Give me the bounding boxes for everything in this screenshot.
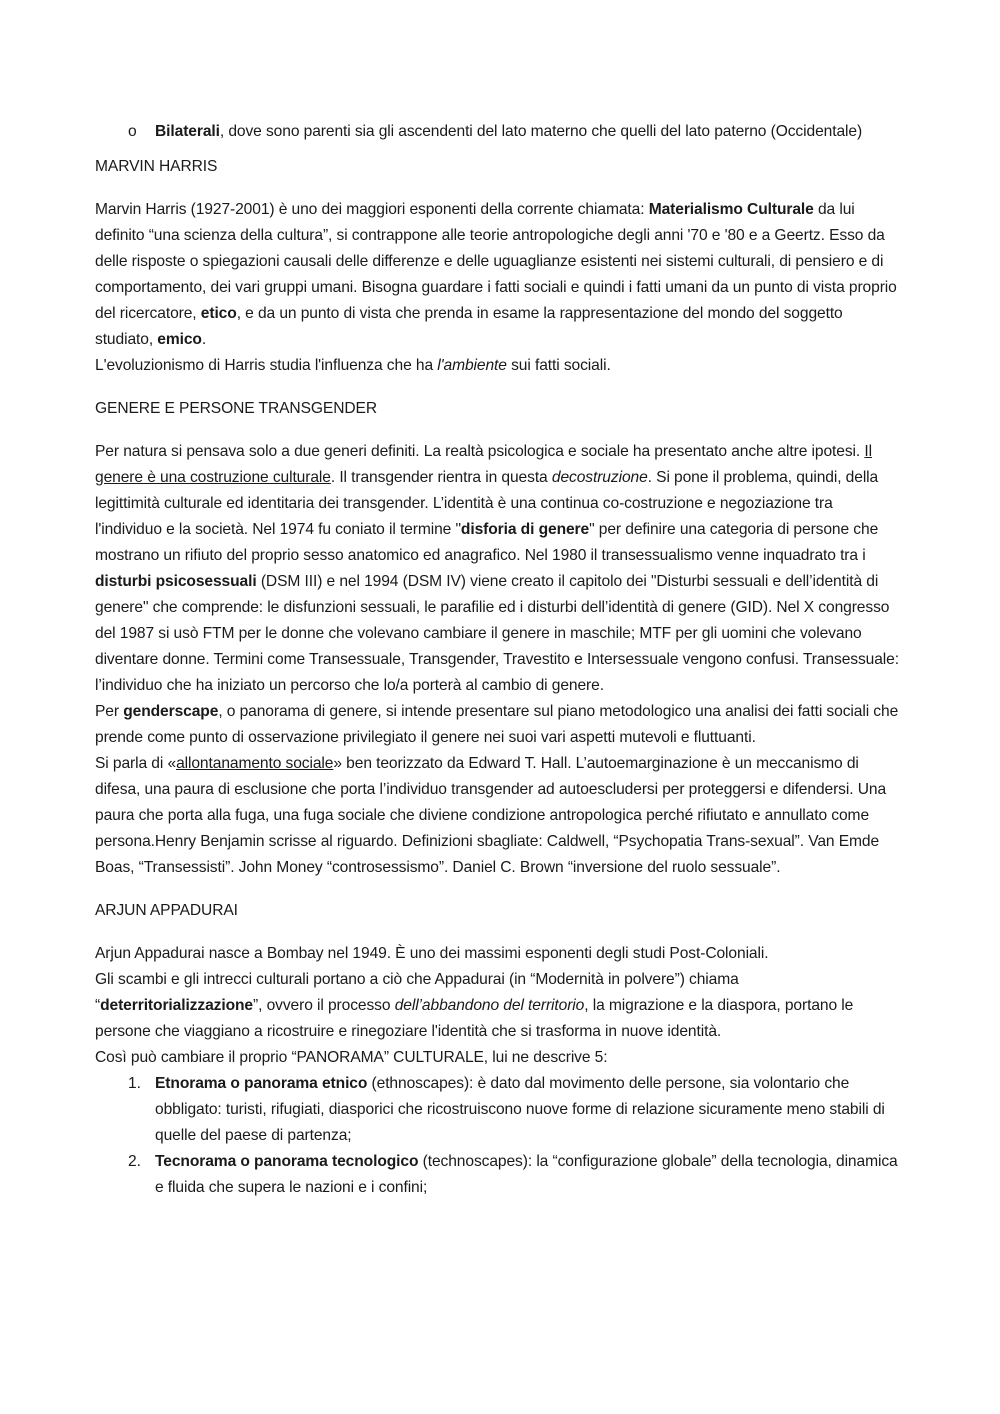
bullet-text	[155, 119, 903, 145]
list-item-tecnorama	[128, 1149, 903, 1201]
term-bilaterali: Bilaterali	[155, 123, 220, 140]
heading-arjun-appadurai: ARJUN APPADURAI	[95, 902, 238, 919]
list-item-etnorama	[128, 1071, 903, 1149]
paragraph-genere-2: Per genderscape, o panorama di genere, si intende presentare sul piano metodologico una analisi dei fatti sociali che prende come punto di osservazione privilegiato il genere nei suoi vari aspetti mutevoli e fluttuanti.	[95, 703, 899, 746]
bullet-marker: o	[128, 123, 137, 140]
paragraph-harris-1: Marvin Harris (1927-2001) è uno dei maggiori esponenti della corrente chiamata: Materialismo Culturale da lui definito “una scienza della cultura”, si contrappone alle teorie antropologiche degli anni '70 e '80 e a Geertz. Esso da delle risposte o spiegazioni causali delle differenze e delle uguaglianze esistenti nei sistemi culturali, di pensiero e di comportamento, dei vari gruppi umani. Bisogna guardare i fatti sociali e quindi i fatti umani da un punto di vista proprio del ricercatore, etico, e da un punto di vista che prenda in esame la rappresentazione del mondo del soggetto studiato, emico.	[95, 201, 897, 348]
list-number: 2.	[128, 1153, 141, 1170]
heading-marvin-harris: MARVIN HARRIS	[95, 158, 218, 175]
document-body	[95, 119, 903, 1201]
paragraph-genere-3: Si parla di «allontanamento sociale» ben teorizzato da Edward T. Hall. L’autoemarginazione è un meccanismo di difesa, una paura di esclusione che porta l’individuo transgender ad autoescludersi per proteggersi e difendersi. Una paura che porta alla fuga, una fuga sociale che diviene condizione antropologica perché rifiutato e annullato come persona.Henry Benjamin scrisse al riguardo. Definizioni sbagliate: Caldwell, “Psychopatia Trans-sexual”. Van Emde Boas, “Transessisti”. John Money “controsessismo”. Daniel C. Brown “inversione del ruolo sessuale”.	[95, 755, 887, 876]
list-number: 1.	[128, 1075, 141, 1092]
paragraph-harris-2: L'evoluzionismo di Harris studia l'influenza che ha l'ambiente sui fatti sociali.	[95, 357, 611, 374]
paragraph-appadurai-1: Arjun Appadurai nasce a Bombay nel 1949. È uno dei massimi esponenti degli studi Post-Coloniali.	[95, 945, 769, 962]
paragraph-genere-1: Per natura si pensava solo a due generi definiti. La realtà psicologica e sociale ha presentato anche altre ipotesi. Il genere è una costruzione culturale. Il transgender rientra in questa decostruzione. Si pone il problema, quindi, della legittimità culturale ed identitaria dei transgender. L’identità è una continua co-costruzione e negoziazione tra l'individuo e la società. Nel 1974 fu coniato il termine "disforia di genere" per definire una categoria di persone che mostrano un rifiuto del proprio sesso anatomico ed anagrafico. Nel 1980 il transessualismo venne inquadrato tra i disturbi psicosessuali (DSM III) e nel 1994 (DSM IV) viene creato il capitolo dei "Disturbi sessuali e dell’identità di genere" che comprende: le disfunzioni sessuali, le parafilie ed i disturbi dell’identità di genere (GID). Nel X congresso del 1987 si usò FTM per le donne che volevano cambiare il genere in maschile; MTF per gli uomini che volevano diventare donne. Termini come Transessuale, Transgender, Travestito e Intersessuale vengono confusi. Transessuale: l’individuo che ha iniziato un percorso che lo/a porterà al cambio di genere.	[95, 443, 899, 694]
paragraph-appadurai-3: Così può cambiare il proprio “PANORAMA” CULTURALE, lui ne descrive 5:	[95, 1049, 608, 1066]
heading-genere-transgender: GENERE E PERSONE TRANSGENDER	[95, 400, 377, 417]
list-item-text: Etnorama o panorama etnico (ethnoscapes): è dato dal movimento delle persone, sia volontario che obbligato: turisti, rifugiati, diasporici che ricostruiscono nuove forme di relazione sicuramente meno stabili di quelle del paese di partenza;	[155, 1075, 885, 1144]
list-item-text: Tecnorama o panorama tecnologico (technoscapes): la “configurazione globale” della tecnologia, dinamica e fluida che supera le nazioni e i confini;	[155, 1153, 898, 1196]
paragraph-appadurai-2: Gli scambi e gli intrecci culturali portano a ciò che Appadurai (in “Modernità in polvere”) chiama “deterritorializzazione”, ovvero il processo dell’abbandono del territorio, la migrazione e la diaspora, portano le persone che viaggiano a ricostruire e rinegoziare l'identità che si trasforma in nuove identità.	[95, 971, 854, 1040]
bilaterali-description: , dove sono parenti sia gli ascendenti del lato materno che quelli del lato paterno (Occidentale)	[219, 123, 863, 140]
list-item-bilaterali	[128, 119, 903, 145]
